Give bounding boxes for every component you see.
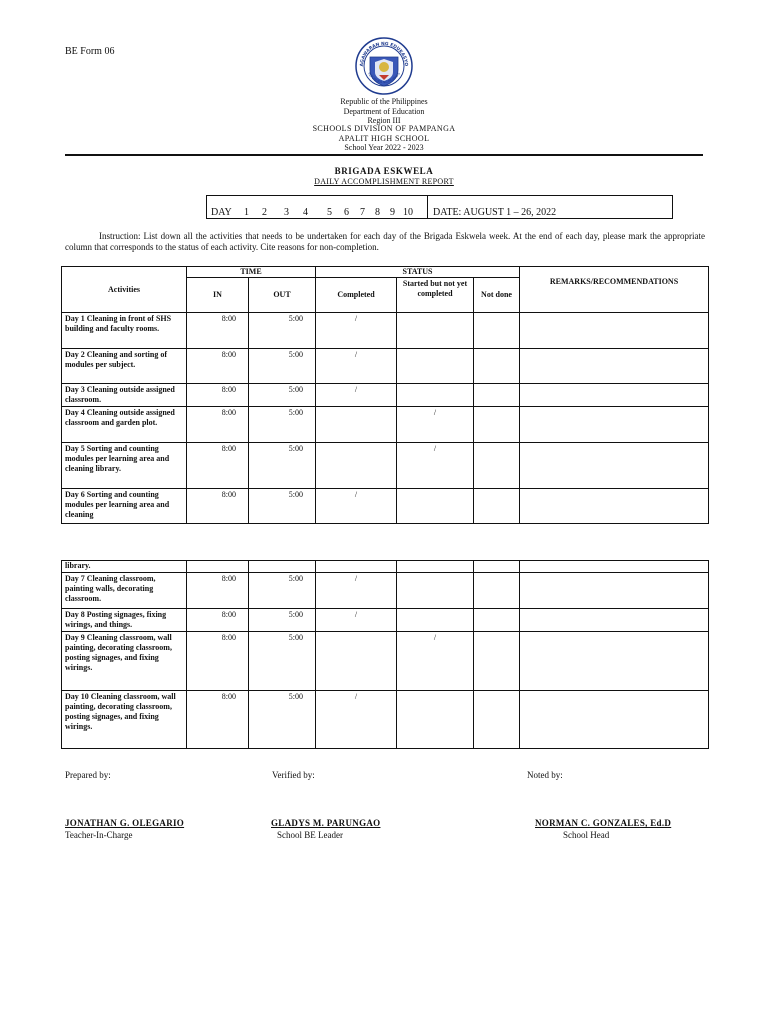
table-row [62,691,709,749]
not-done-cell [474,349,520,384]
activity-cell: Day 3 Cleaning outside assigned classroom. [62,384,187,407]
report-subtitle: DAILY ACCOMPLISHMENT REPORT [314,177,454,186]
time-out-cell: 5:00 [249,349,316,384]
time-out-cell: 5:00 [249,573,316,609]
day-number: 2 [262,207,267,218]
prepared-by-name: JONATHAN G. OLEGARIO [65,818,185,828]
time-out-cell [249,561,316,573]
completed-cell: / [316,609,397,632]
table-row [62,443,709,489]
started-cell [397,609,474,632]
completed-cell: / [316,384,397,407]
time-out-cell: 5:00 [249,384,316,407]
completed-cell [316,561,397,573]
col-header-not-done: Not done [474,278,520,313]
col-header-started: Started but not yet completed [397,278,474,313]
started-cell [397,349,474,384]
verified-by-label: Verified by: [272,770,315,780]
remarks-cell [520,609,709,632]
table-row [62,407,709,443]
col-header-completed: Completed [316,278,397,313]
seal-ring-text: AGAWARAN NG EDUKASYO [359,41,409,67]
time-in-cell: 8:00 [187,632,249,691]
col-header-status: STATUS [316,267,520,278]
remarks-cell [520,632,709,691]
remarks-cell [520,313,709,349]
col-header-remarks: REMARKS/RECOMMENDATIONS [520,267,709,313]
activity-cell: Day 2 Cleaning and sorting of modules per subject. [62,349,187,384]
col-header-out: OUT [249,278,316,313]
day-selector [207,196,428,218]
time-out-cell: 5:00 [249,632,316,691]
remarks-cell [520,443,709,489]
time-in-cell: 8:00 [187,349,249,384]
completed-cell [316,632,397,691]
accomplishment-table-continued [61,560,709,749]
started-cell: / [397,632,474,691]
time-in-cell: 8:00 [187,443,249,489]
table-row [62,349,709,384]
not-done-cell [474,384,520,407]
time-in-cell: 8:00 [187,573,249,609]
completed-cell: / [316,313,397,349]
remarks-cell [520,561,709,573]
col-header-in: IN [187,278,249,313]
noted-by-name: NORMAN C. GONZALES, Ed.D [535,818,672,828]
remarks-cell [520,349,709,384]
activity-cell: Day 10 Cleaning classroom, wall painting, decorating classroom, posting signages, and fixing wirings. [62,691,187,749]
completed-cell: / [316,489,397,524]
remarks-cell [520,573,709,609]
header-region: Region III [367,116,401,125]
time-out-cell: 5:00 [249,609,316,632]
prepared-by-label: Prepared by: [65,770,111,780]
time-out-cell: 5:00 [249,691,316,749]
day-number: 5 [327,207,332,218]
activity-cell: Day 4 Cleaning outside assigned classroom and garden plot. [62,407,187,443]
col-header-activities: Activities [62,267,187,313]
not-done-cell [474,443,520,489]
day-number: 8 [375,207,380,218]
started-cell: / [397,443,474,489]
completed-cell [316,407,397,443]
time-in-cell: 8:00 [187,609,249,632]
time-in-cell: 8:00 [187,313,249,349]
time-out-cell: 5:00 [249,489,316,524]
day-number: 7 [360,207,365,218]
completed-cell: / [316,573,397,609]
remarks-cell [520,384,709,407]
time-in-cell: 8:00 [187,407,249,443]
deped-seal-icon [355,37,413,95]
header-republic: Republic of the Philippines [340,97,428,106]
time-in-cell [187,561,249,573]
started-cell [397,561,474,573]
completed-cell: / [316,691,397,749]
table-row [62,313,709,349]
started-cell [397,573,474,609]
verified-by-name: GLADYS M. PARUNGAO [271,818,381,828]
activity-cell: Day 8 Posting signages, fixing wirings, and things. [62,609,187,632]
started-cell [397,313,474,349]
report-title: BRIGADA ESKWELA [334,166,434,176]
started-cell: / [397,407,474,443]
header-school: APALIT HIGH SCHOOL [338,134,430,143]
time-in-cell: 8:00 [187,489,249,524]
time-out-cell: 5:00 [249,313,316,349]
time-out-cell: 5:00 [249,443,316,489]
instruction-text: Instruction: List down all the activities that needs to be undertaken for each day of the Brigada Eskwela week. At the end of each day, please mark the appropriate column that corresponds to the status of each activity. Cite reasons for non-completion. [65,231,705,252]
table-row [62,573,709,609]
remarks-cell [520,407,709,443]
started-cell [397,691,474,749]
completed-cell [316,443,397,489]
activity-cell: Day 7 Cleaning classroom, painting walls, decorating classroom. [62,573,187,609]
day-number: 3 [284,207,289,218]
activity-cell: Day 5 Sorting and counting modules per learning area and cleaning library. [62,443,187,489]
not-done-cell [474,632,520,691]
not-done-cell [474,489,520,524]
seal-bottom-text: REPUBLIKA NG PILIPINAS [366,71,402,85]
day-number: 9 [390,207,395,218]
remarks-cell [520,691,709,749]
time-in-cell: 8:00 [187,384,249,407]
not-done-cell [474,313,520,349]
day-number: 4 [303,207,308,218]
not-done-cell [474,691,520,749]
day-number: 1 [244,207,249,218]
accomplishment-table [61,266,709,524]
table-row [62,489,709,524]
header-department: Department of Education [343,107,425,116]
not-done-cell [474,561,520,573]
not-done-cell [474,573,520,609]
started-cell [397,489,474,524]
noted-by-role: School Head [563,830,610,840]
table-row [62,384,709,407]
activity-cell: Day 9 Cleaning classroom, wall painting, decorating classroom, posting signages, and fixing wirings. [62,632,187,691]
completed-cell: / [316,349,397,384]
header-school-year: School Year 2022 - 2023 [344,143,424,152]
table-row [62,632,709,691]
prepared-by-role: Teacher-In-Charge [65,830,133,840]
time-in-cell: 8:00 [187,691,249,749]
table-row [62,609,709,632]
time-out-cell: 5:00 [249,407,316,443]
activity-cell: Day 1 Cleaning in front of SHS building and faculty rooms. [62,313,187,349]
table-row [62,561,709,573]
started-cell [397,384,474,407]
header-divider [65,154,703,156]
day-date-box [206,195,673,219]
form-code: BE Form 06 [65,46,115,57]
activity-cell: library. [62,561,187,573]
date-range: DATE: AUGUST 1 – 26, 2022 [433,207,557,218]
header-division: SCHOOLS DIVISION OF PAMPANGA [312,124,456,133]
not-done-cell [474,609,520,632]
activity-cell: Day 6 Sorting and counting modules per learning area and cleaning [62,489,187,524]
day-number: 10 [403,207,413,218]
remarks-cell [520,489,709,524]
not-done-cell [474,407,520,443]
col-header-time: TIME [187,267,316,278]
day-label: DAY [211,207,232,218]
day-number: 6 [344,207,349,218]
noted-by-label: Noted by: [527,770,563,780]
verified-by-role: School BE Leader [277,830,343,840]
